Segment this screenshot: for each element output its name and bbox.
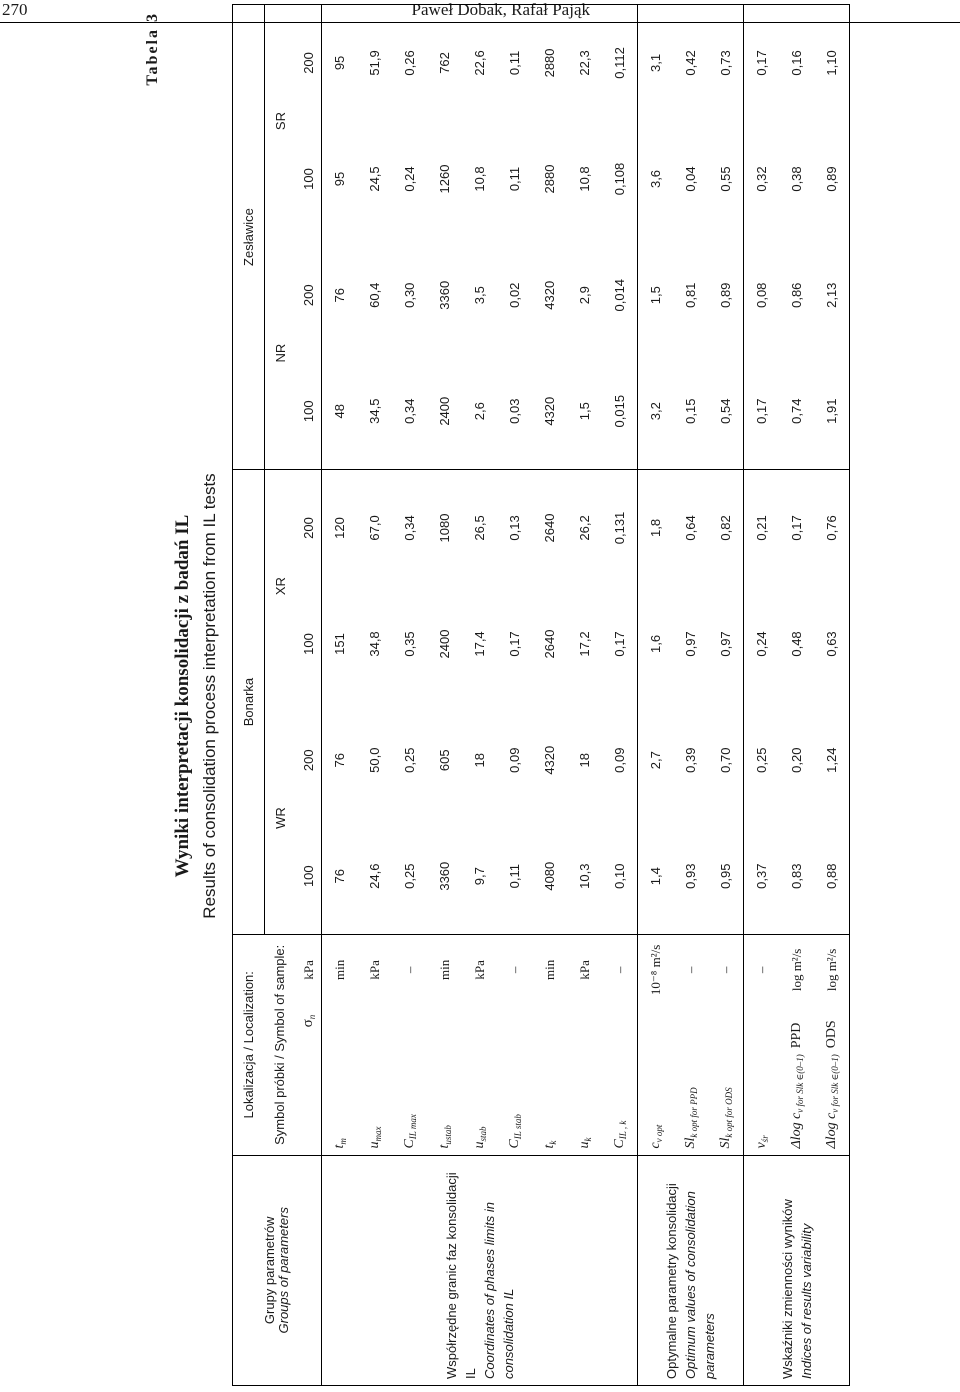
parameter-unit: kPa [471,960,487,980]
table-cell: 0,48 [788,631,804,657]
table-cell: 0,11 [497,5,532,121]
parameter-unit: min [541,959,557,981]
table-cell: 0,09 [506,747,522,773]
table-cell: 0,014 [602,237,638,353]
table-cell: 1,24 [814,702,850,818]
localization-label: Lokalizacja / Localization: [233,935,265,1155]
table-cell: 76 [322,818,358,934]
table-cell: 9,7 [462,818,497,934]
parameter-symbol-sub: v for Slk ∈(0–1) [794,1054,805,1113]
parameter-symbol-main: Sl [682,1137,698,1149]
parameter-symbol-sub: IL stab [512,1114,523,1140]
table-cell: 0,76 [814,470,850,586]
table-cell: 4320 [532,353,567,469]
table-cell: 762 [427,5,462,121]
parameter-symbol-sub: v for Slk ∈(0–1) [829,1054,840,1113]
parameter-symbol-sub: max [372,1126,383,1142]
parameter-unit: kPa [366,960,382,980]
table-cell: 0,39 [682,747,698,773]
table-row [638,5,674,1386]
table-cell: 0,015 [602,353,638,469]
table-cell: 0,24 [753,631,769,657]
sample-xr: XR [265,470,297,703]
table-cell: 0,89 [708,237,744,353]
sigma-symbol [296,1005,322,1155]
parameter-unit: – [708,935,744,1005]
table-cell: 4320 [541,280,557,310]
parameter-symbol-sub: v opt [653,1124,664,1143]
sigma-value: 200 [296,470,322,586]
results-table [232,4,850,1386]
table-cell: 0,54 [708,353,744,469]
table-cell: 0,08 [753,282,769,308]
sigma-value: 200 [296,5,322,121]
parameter-symbol-sub: k opt for ODS [723,1087,734,1138]
table-cell: 0,34 [401,515,417,541]
parameter-unit: log m²/s [814,935,850,1005]
parameter-symbol [567,1005,602,1155]
table-cell: 0,93 [673,818,708,934]
table-cell: 3,2 [638,353,674,469]
parameter-symbol-sub: k [582,1137,593,1142]
table-cell: 48 [322,353,358,469]
parameter-unit: min [331,959,347,981]
table-subtitle: Results of consolidation process interpretation from IL tests [200,473,219,919]
table-cell: 0,81 [682,282,698,308]
parameter-symbol-main: t [541,1144,557,1149]
parameter-symbol-main: C [611,1139,627,1149]
table-cell: 2400 [427,353,462,469]
table-cell: 34,5 [357,353,392,469]
table-cell: 0,112 [602,5,638,121]
parameter-symbol [708,1005,744,1155]
table-cell: 0,16 [779,5,814,121]
table-cell: 3,5 [471,286,487,305]
group-label [744,1155,850,1385]
table-cell: 18 [576,752,592,768]
table-cell: 0,13 [506,515,522,541]
table-cell: 0,37 [744,818,780,934]
table-cell: 2400 [436,629,452,659]
group-label-pl: Współrzędne granic faz konsolidacji IL [443,1172,478,1379]
table-cell: 0,97 [682,631,698,657]
parameter-unit: – [753,966,769,974]
table-cell: 2,13 [814,237,850,353]
page-number: 270 [2,0,28,19]
table-cell: 2,6 [462,353,497,469]
table-cell: 76 [331,752,347,768]
parameter-symbol-main: Sl [717,1137,733,1149]
sigma-value: 100 [296,121,322,237]
sigma-sub: n [307,1014,317,1020]
sigma-char: σ [300,1019,316,1028]
sigma-value: 100 [296,586,322,702]
table-cell: 2640 [541,513,557,543]
parameter-symbol [462,1005,497,1155]
parameter-unit: min [436,959,452,981]
table-cell: 0,97 [708,586,744,702]
table-row [322,5,358,1386]
parameter-symbol [392,1005,427,1155]
table-cell: 50,0 [366,747,382,773]
table-cell: 3360 [436,280,452,310]
table-cell: 17,4 [471,631,487,657]
table-cell: 18 [471,752,487,768]
sigma-value: 200 [296,237,322,353]
table-cell: 0,11 [506,166,522,192]
group-label [322,1155,638,1385]
parameter-symbol-main: C [506,1139,522,1149]
sample-nr: NR [265,237,297,469]
table-cell: 1,10 [814,5,850,121]
sigma-value: 100 [296,353,322,469]
table-cell: 34,8 [366,631,382,657]
table-cell: 60,4 [366,282,382,308]
table-cell: 1260 [436,164,452,194]
parameter-unit: log m²/s [788,948,804,992]
table-cell: 0,88 [814,818,850,934]
table-cell: 0,38 [788,166,804,192]
table-cell: 120 [331,517,347,539]
table-cell: 24,5 [366,166,382,192]
table-cell: 0,55 [708,121,744,237]
table-cell: 22,3 [567,5,602,121]
sigma-value: 100 [296,818,322,934]
parameter-symbol-sub: śr [759,1135,770,1143]
parameter-symbol [673,1005,708,1155]
parameter-unit: – [401,966,417,974]
loc-zeslawice: Zesławice [233,5,265,470]
parameter-symbol-main: Δlog c [823,1112,839,1149]
parameter-symbol [638,1005,674,1155]
parameter-unit: – [506,966,522,974]
parameter-symbol [357,1005,392,1155]
table-cell: 0,26 [392,5,427,121]
table-cell: 0,17 [744,353,780,469]
table-cell: 26,5 [471,515,487,541]
table-cell: 0,21 [753,515,769,541]
table-cell: 0,25 [392,818,427,934]
table-cell: 3360 [427,818,462,934]
table-cell: 0,09 [602,702,638,818]
table-cell: 2640 [541,629,557,659]
table-cell: 0,32 [753,166,769,192]
table-cell: 0,20 [788,747,804,773]
table-cell: 0,35 [401,631,417,657]
table-cell: 2880 [532,5,567,121]
sample-symbol-label: Symbol próbki / Symbol of sample: [272,944,288,1145]
table-cell: 0,82 [708,470,744,586]
table-cell: 2,9 [576,286,592,305]
table-label: Tabela 3 [144,12,161,86]
table-cell: 10,8 [471,166,487,192]
sample-wr: WR [265,702,297,934]
table-cell: 0,17 [602,586,638,702]
table-cell: 0,74 [779,353,814,469]
table-cell: 0,83 [779,818,814,934]
table-cell: 0,95 [708,818,744,934]
table-cell: 0,30 [401,282,417,308]
parameter-symbol [427,1005,462,1155]
table-cell: 4080 [532,818,567,934]
table-cell: 2880 [541,164,557,194]
table-cell: 0,03 [497,353,532,469]
group-label-pl: Optymalne parametry konsolidacji [664,1183,679,1379]
table-cell: 0,108 [602,121,638,237]
table-cell: 24,6 [357,818,392,934]
table-cell: 0,34 [392,353,427,469]
table-cell: 151 [331,633,347,655]
table-cell: 3,1 [638,5,674,121]
table-cell: 1,91 [814,353,850,469]
parameter-symbol-sub: IL max [407,1114,418,1140]
group-header-en: Groups of parameters [276,1207,291,1334]
table-cell: 0,42 [673,5,708,121]
sigma-value: 200 [296,702,322,818]
parameter-symbol [779,1005,814,1155]
parameter-symbol [322,1005,358,1155]
table-cell: 0,63 [814,586,850,702]
group-label-pl: Wskaźniki zmienności wyników [779,1199,795,1379]
parameter-unit: 10⁻⁸ m²/s [647,944,663,996]
parameter-symbol-main: u [366,1141,382,1149]
table-cell: 0,89 [814,121,850,237]
table-cell: 0,24 [401,166,417,192]
table-cell: 67,0 [366,515,382,541]
parameter-symbol-suffix: ODS [823,1020,839,1049]
table-cell: 0,04 [682,166,698,192]
table-cell: 22,6 [462,5,497,121]
table-cell: 76 [331,288,347,303]
table-cell: 26,2 [576,515,592,541]
parameter-symbol [532,1005,567,1155]
group-label-en: Optimum values of consolidation parameters [683,1191,717,1379]
table-cell: 0,86 [788,282,804,308]
table-cell: 0,17 [506,631,522,657]
table-cell: 1,6 [647,634,663,654]
table-cell: 0,17 [744,5,780,121]
group-label [638,1155,744,1385]
parameter-symbol-main: u [471,1141,487,1149]
table-cell: 3,6 [647,169,663,189]
parameter-symbol-main: v [753,1142,769,1149]
table-cell: 0,70 [708,702,744,818]
group-label-en: Coordinates of phases limits in consolidation IL [481,1201,516,1379]
parameter-unit: – [602,935,638,1005]
table-cell: 10,3 [567,818,602,934]
table-cell: 1,4 [638,818,674,934]
table-cell: 1,5 [647,286,663,305]
table-cell: 1080 [436,513,452,543]
table-title: Wyniki interpretacji konsolidacji z badań IL [172,514,193,878]
table-cell: 17,2 [576,631,592,657]
parameter-symbol-main: c [647,1142,663,1149]
parameter-symbol-suffix: PPD [788,1022,804,1049]
table-cell: 0,73 [708,5,744,121]
table-cell: 0,17 [788,515,804,541]
sample-sr: SR [265,5,297,238]
parameter-symbol-sub: k opt for PPD [688,1087,699,1138]
table-cell: 51,9 [357,5,392,121]
page-authors: Paweł Dobak, Rafał Pająk [411,0,590,19]
sigma-unit: kPa [296,935,322,1005]
table-cell: 0,64 [682,515,698,541]
table-cell: 605 [436,749,452,772]
parameter-symbol-sub: m [337,1138,348,1145]
loc-bonarka: Bonarka [233,470,265,935]
table-cell: 0,02 [506,282,522,308]
table-cell: 0,15 [673,353,708,469]
parameter-symbol-sub: k [547,1140,558,1145]
parameter-symbol [814,1005,850,1155]
table-cell: 2,7 [647,751,663,770]
parameter-unit: kPa [576,960,592,980]
table-cell: 10,8 [576,166,592,192]
parameter-symbol [744,1005,780,1155]
table-cell: 1,8 [647,518,663,538]
parameter-symbol-sub: ustab [442,1125,453,1145]
parameter-symbol [497,1005,532,1155]
table-cell: 1,5 [567,353,602,469]
group-label-en: Indices of results variability [798,1223,814,1379]
parameter-symbol [602,1005,638,1155]
table-cell: 0,25 [753,747,769,773]
parameter-symbol-main: t [331,1144,347,1149]
parameter-symbol-main: t [436,1144,452,1149]
table-cell: 95 [331,171,347,187]
parameter-unit: – [682,966,698,974]
parameter-symbol-main: C [401,1139,417,1149]
parameter-symbol-sub: stab [477,1126,488,1142]
table-cell: 95 [322,5,358,121]
table-cell: 0,131 [602,470,638,586]
table-cell: 4320 [541,745,557,775]
table-cell: 0,11 [497,818,532,934]
table-cell: 0,25 [401,747,417,773]
group-header-cell [233,1155,322,1385]
table-row [744,5,780,1386]
parameter-symbol-sub: IL , k [617,1120,628,1140]
parameter-symbol-main: Δlog c [788,1112,804,1149]
group-header-pl: Grupy parametrów [262,1216,277,1325]
table-cell: 0,10 [602,818,638,934]
parameter-symbol-main: u [576,1141,592,1149]
